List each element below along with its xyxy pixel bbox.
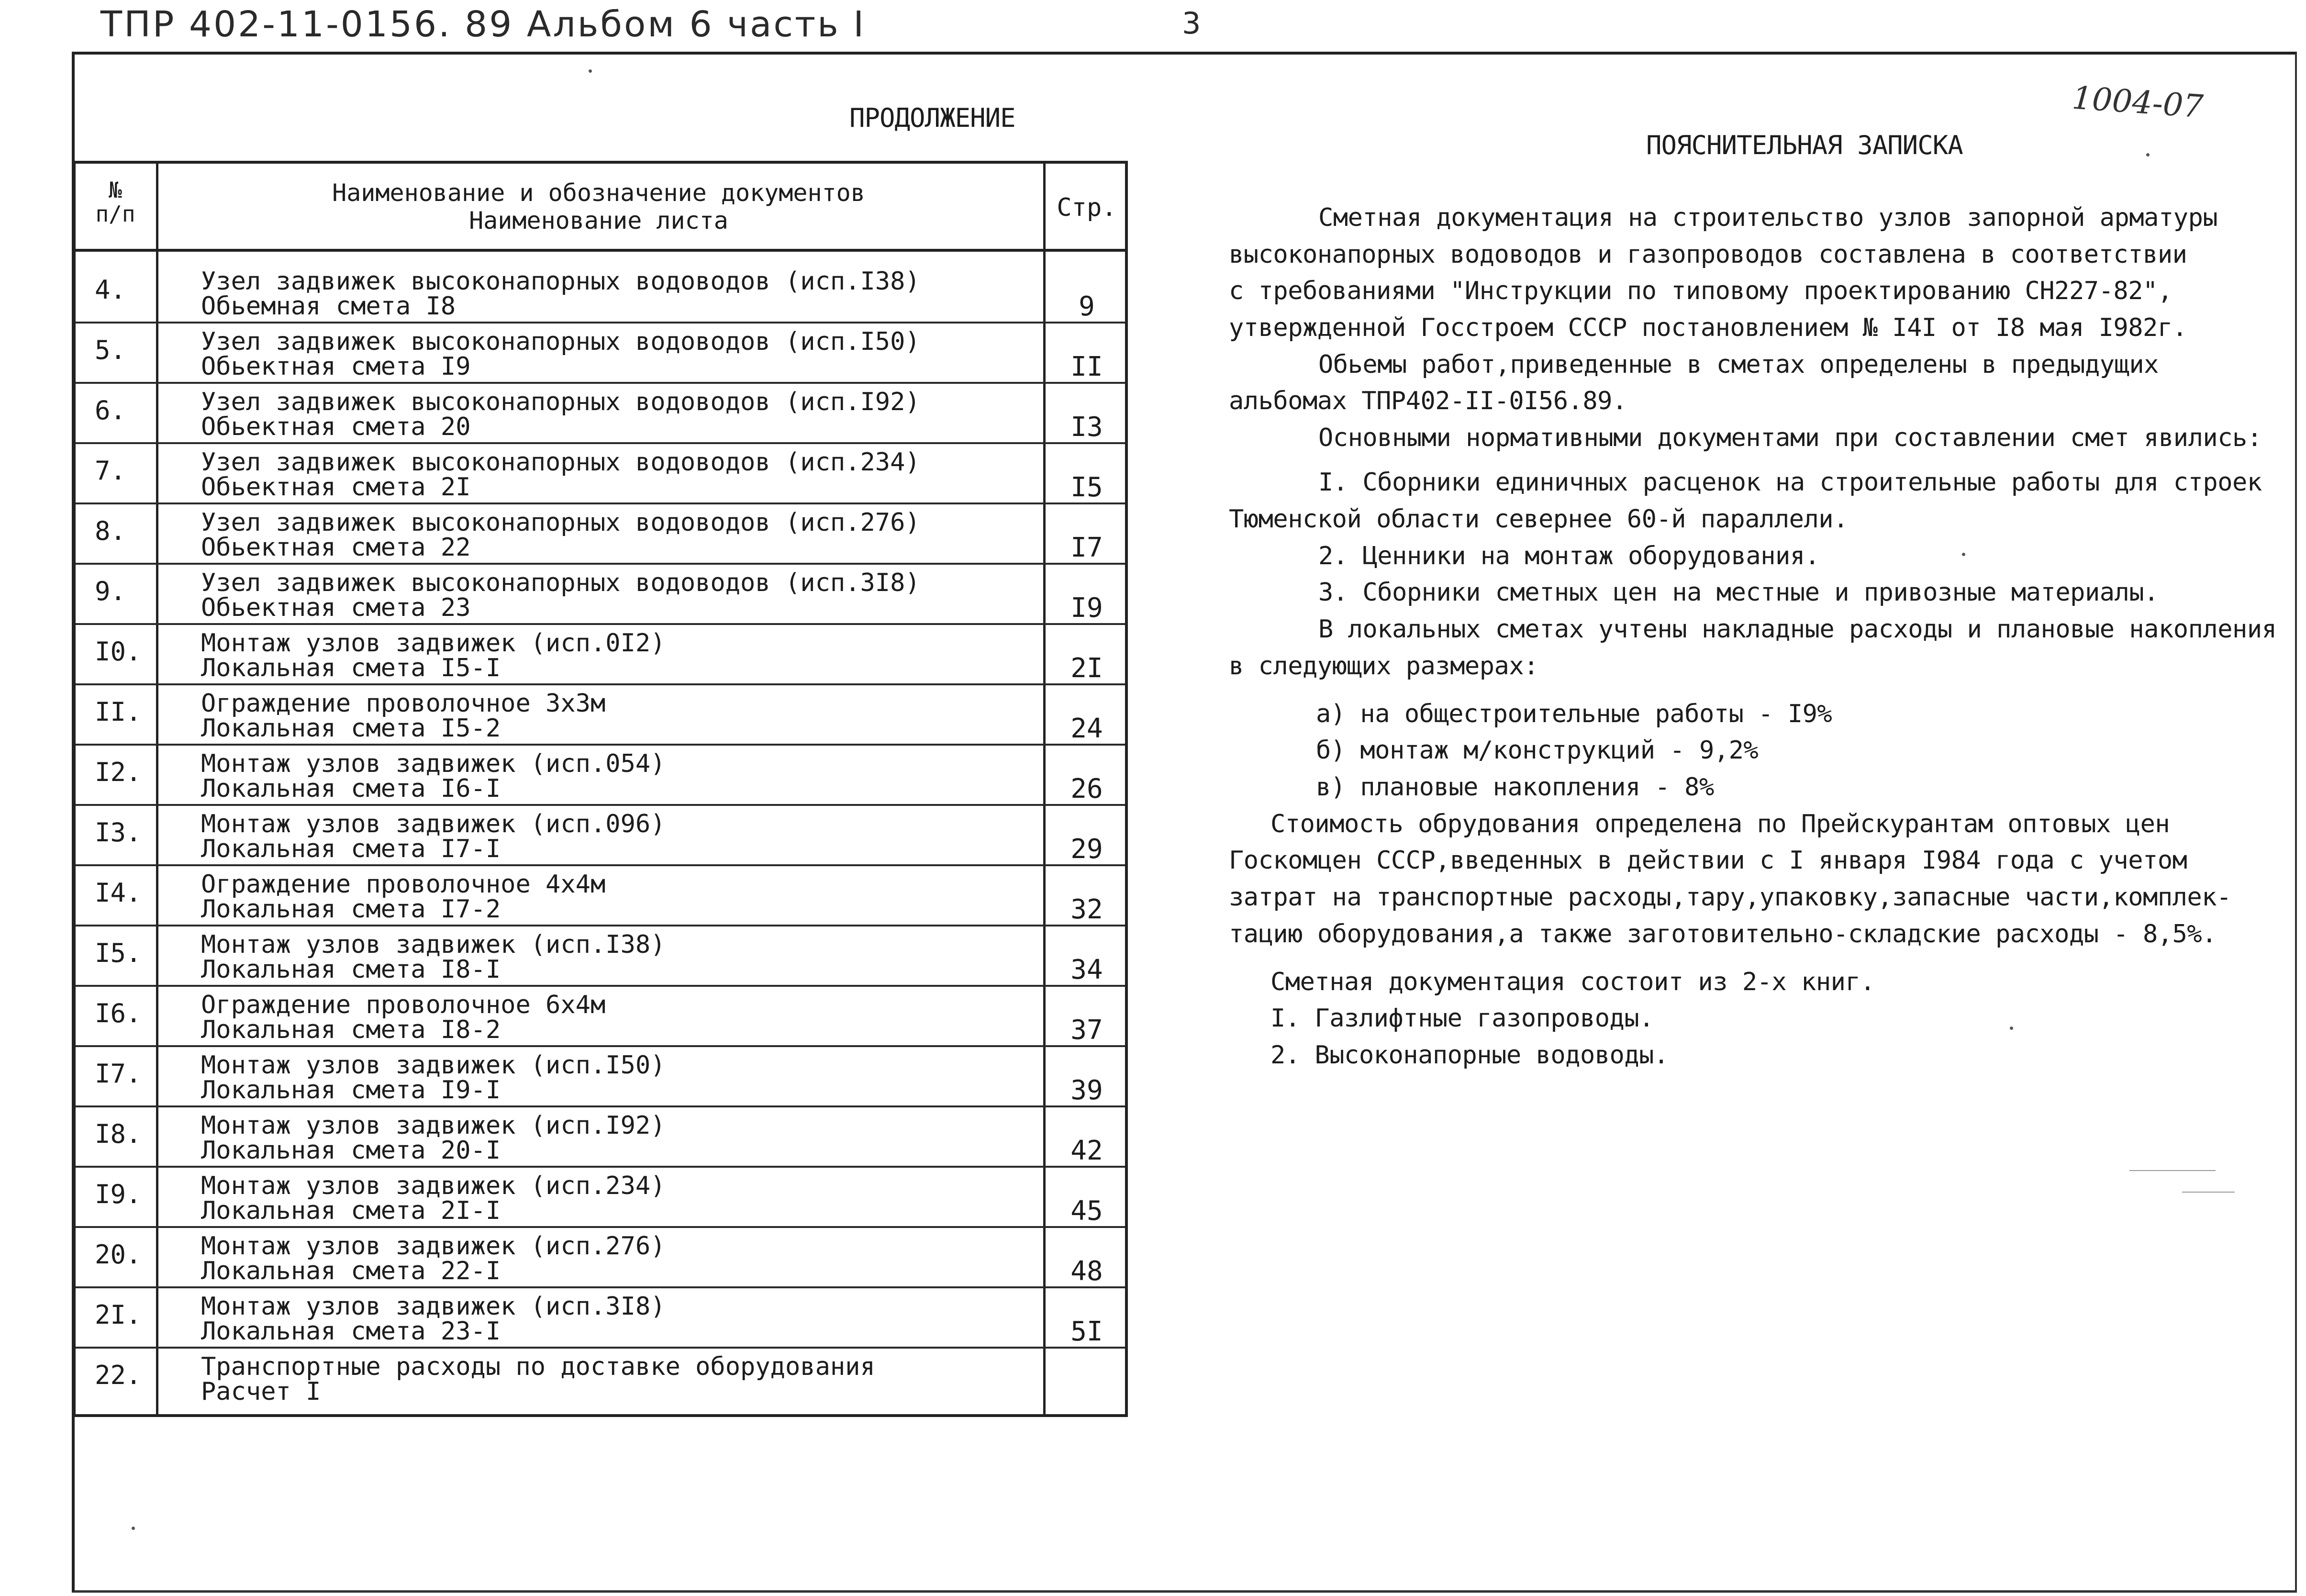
- table-row: [76, 384, 1125, 444]
- scan-smudge: [2129, 1170, 2216, 1171]
- document-title: Ограждение проволочное 3х3м: [201, 689, 606, 718]
- note-line: В локальных сметах учтены накладные расходы и плановые накопления: [1318, 615, 2277, 644]
- header-number-line-2: п/п: [95, 201, 135, 227]
- row-document-name: [201, 1354, 875, 1404]
- table-row: [76, 565, 1125, 625]
- table-row: [76, 685, 1125, 746]
- sheet-title: Локальная смета 23-I: [201, 1317, 501, 1346]
- row-number: 20.: [95, 1239, 142, 1270]
- document-title: Узел задвижек высоконапорных водоводов (исп.234): [201, 448, 920, 477]
- handwritten-code: 1004-07: [2071, 79, 2205, 125]
- document-title: Ограждение проволочное 4х4м: [201, 870, 606, 899]
- row-document-name: [201, 932, 666, 982]
- row-document-name: [201, 450, 920, 500]
- sheet-title: Локальная смета 20-I: [201, 1136, 501, 1165]
- header-number-line-1: №: [109, 177, 122, 203]
- note-line: 3. Сборники сметных цен на местные и привозные материалы.: [1318, 578, 2159, 607]
- row-number: 7.: [95, 456, 126, 486]
- table-row: [76, 1107, 1125, 1168]
- document-title: Монтаж узлов задвижек (исп.I50): [201, 1051, 666, 1080]
- table-row: [76, 263, 1125, 324]
- document-title: Монтаж узлов задвижек (исп.276): [201, 1232, 666, 1261]
- scan-speck: [132, 1527, 135, 1530]
- sheet-title: Локальная смета I8-2: [201, 1016, 501, 1044]
- row-document-name: [201, 390, 920, 439]
- row-page: 2I: [1070, 653, 1103, 684]
- document-code-header: ТПР 402-11-0156. 89 Альбом 6 часть I: [100, 4, 866, 45]
- sheet-title: Локальная смета I7-2: [201, 895, 501, 924]
- note-line: утвержденной Госстроем СССР постановлением № I4I от I8 мая I982г.: [1229, 313, 2187, 342]
- row-number: 9.: [95, 576, 126, 606]
- scan-speck: [1962, 553, 1965, 556]
- row-page: 32: [1070, 894, 1103, 925]
- row-number: I9.: [95, 1179, 142, 1209]
- row-document-name: [201, 1294, 666, 1344]
- header-name-line-1: Наименование и обозначение документов: [332, 179, 865, 207]
- table-row: [76, 866, 1125, 926]
- sheet-title: Локальная смета I6-I: [201, 774, 501, 803]
- document-title: Монтаж узлов задвижек (исп.I92): [201, 1111, 666, 1140]
- note-line: б) монтаж м/конструкций - 9,2%: [1316, 736, 1759, 765]
- row-number: 8.: [95, 516, 126, 546]
- document-title: Ограждение проволочное 6х4м: [201, 991, 606, 1019]
- header-document-name: [156, 179, 1041, 234]
- scan-speck: [2010, 1027, 2013, 1030]
- table-row: [76, 444, 1125, 504]
- note-line: Тюменской области севернее 60-й параллели.: [1229, 505, 1848, 534]
- row-page: 34: [1070, 954, 1103, 985]
- sheet-title: Локальная смета 2I-I: [201, 1196, 501, 1225]
- row-number: 4.: [95, 275, 126, 305]
- row-document-name: [201, 1113, 666, 1163]
- note-line: в следующих размерах:: [1229, 652, 1538, 681]
- row-number: I4.: [95, 878, 142, 908]
- note-line: а) на общестроительные работы - I9%: [1316, 700, 1832, 728]
- sheet-title: Локальная смета 22-I: [201, 1257, 501, 1285]
- explanatory-note-title: ПОЯСНИТЕЛЬНАЯ ЗАПИСКА: [1646, 130, 1963, 160]
- header-page: Стр.: [1057, 193, 1117, 222]
- row-document-name: [201, 570, 920, 620]
- row-page: I7: [1070, 532, 1103, 563]
- row-document-name: [201, 329, 920, 379]
- row-page: I9: [1070, 592, 1103, 624]
- row-number: I3.: [95, 817, 142, 848]
- document-title: Монтаж узлов задвижек (исп.096): [201, 810, 666, 838]
- row-page: 5I: [1070, 1316, 1103, 1347]
- note-line: Обьемы работ,приведенные в сметах определены в предыдущих: [1318, 350, 2159, 379]
- scan-smudge: [2182, 1192, 2235, 1193]
- sheet-title: Расчет I: [201, 1377, 321, 1406]
- continuation-title: ПРОДОЛЖЕНИЕ: [849, 103, 1015, 133]
- document-title: Монтаж узлов задвижек (исп.3I8): [201, 1292, 666, 1321]
- scan-speck: [589, 69, 592, 73]
- table-row: [76, 625, 1125, 685]
- row-number: I7.: [95, 1059, 142, 1089]
- sheet-title: Локальная смета I8-I: [201, 955, 501, 984]
- header-number: [79, 178, 151, 226]
- sheet-title: Обьемная смета I8: [201, 292, 456, 321]
- table-row: [76, 746, 1125, 806]
- row-number: I5.: [95, 938, 142, 968]
- sheet-title: Обьектная смета 20: [201, 413, 471, 441]
- row-document-name: [201, 872, 605, 922]
- sheet-title: Обьектная смета 2I: [201, 473, 471, 502]
- scan-speck: [2146, 153, 2150, 156]
- table-row: [76, 806, 1125, 866]
- row-document-name: [201, 1234, 666, 1283]
- note-line: альбомах ТПР402-II-0I56.89.: [1229, 387, 1627, 415]
- row-page: 48: [1070, 1256, 1103, 1287]
- document-title: Монтаж узлов задвижек (исп.0I2): [201, 629, 666, 658]
- row-document-name: [201, 812, 666, 861]
- table-row: [76, 1349, 1125, 1409]
- row-page: I5: [1070, 472, 1103, 503]
- note-line: 2. Высоконапорные водоводы.: [1270, 1041, 1669, 1070]
- row-document-name: [201, 510, 920, 560]
- row-page: 9: [1079, 291, 1095, 322]
- row-document-name: [201, 751, 666, 801]
- note-line: в) плановые накопления - 8%: [1316, 773, 1714, 802]
- document-title: Узел задвижек высоконапорных водоводов (исп.I92): [201, 388, 920, 416]
- note-line: Основными нормативными документами при составлении смет явились:: [1318, 424, 2262, 452]
- document-title: Узел задвижек высоконапорных водоводов (исп.3I8): [201, 569, 920, 597]
- sheet-title: Локальная смета I5-I: [201, 654, 501, 682]
- row-number: I8.: [95, 1119, 142, 1149]
- row-number: 6.: [95, 395, 126, 425]
- document-title: Монтаж узлов задвижек (исп.054): [201, 749, 666, 778]
- note-line: Госкомцен СССР,введенных в действии с I января I984 года с учетом: [1229, 846, 2187, 875]
- note-line: тацию оборудования,а также заготовительно-складские расходы - 8,5%.: [1229, 920, 2217, 949]
- row-page: 42: [1070, 1135, 1103, 1166]
- documents-table: [73, 161, 1128, 1417]
- page-number: 3: [1182, 6, 1201, 41]
- table-row: [76, 1047, 1125, 1107]
- row-number: II.: [95, 697, 142, 727]
- row-document-name: [201, 1053, 666, 1103]
- row-page: 26: [1070, 773, 1103, 804]
- row-page: 24: [1070, 713, 1103, 744]
- sheet-title: Обьектная смета 22: [201, 533, 471, 562]
- row-document-name: [201, 1173, 666, 1223]
- row-page: 29: [1070, 834, 1103, 865]
- table-row: [76, 1168, 1125, 1228]
- document-title: Узел задвижек высоконапорных водоводов (исп.I38): [201, 267, 920, 296]
- table-row: [76, 324, 1125, 384]
- sheet-title: Локальная смета I5-2: [201, 714, 501, 743]
- sheet-title: Локальная смета I9-I: [201, 1076, 501, 1105]
- table-row: [76, 987, 1125, 1047]
- row-page: I3: [1070, 412, 1103, 443]
- row-document-name: [201, 269, 920, 319]
- row-number: I0.: [95, 636, 142, 667]
- table-row: [76, 926, 1125, 987]
- row-page: II: [1070, 351, 1103, 382]
- note-line: Стоимость обрудования определена по Прейскурантам оптовых цен: [1270, 810, 2170, 838]
- document-title: Узел задвижек высоконапорных водоводов (исп.276): [201, 508, 920, 537]
- note-line: с требованиями "Инструкции по типовому проектированию СН227-82",: [1229, 277, 2172, 305]
- row-number: I2.: [95, 757, 142, 787]
- document-title: Монтаж узлов задвижек (исп.I38): [201, 930, 666, 959]
- header-name-line-2: Наименование листа: [469, 207, 728, 234]
- note-line: Сметная документация состоит из 2-х книг.: [1270, 968, 1875, 996]
- table-row: [76, 1228, 1125, 1288]
- row-number: I6.: [95, 998, 142, 1028]
- row-document-name: [201, 631, 666, 681]
- note-line: 2. Ценники на монтаж оборудования.: [1318, 542, 1820, 570]
- row-page: 39: [1070, 1075, 1103, 1106]
- table-row: [76, 1288, 1125, 1349]
- note-line: I. Сборники единичных расценок на строительные работы для строек: [1318, 468, 2262, 497]
- sheet-title: Обьектная смета 23: [201, 593, 471, 622]
- document-title: Транспортные расходы по доставке оборудования: [201, 1352, 875, 1381]
- note-line: I. Газлифтные газопроводы.: [1270, 1004, 1654, 1033]
- table-row: [76, 504, 1125, 565]
- row-number: 22.: [95, 1360, 142, 1390]
- sheet-title: Локальная смета I7-I: [201, 835, 501, 863]
- note-line: Сметная документация на строительство узлов запорной арматуры: [1318, 203, 2218, 232]
- note-line: высоконапорных водоводов и газопроводов составлена в соответствии: [1229, 240, 2187, 269]
- row-page: 45: [1070, 1195, 1103, 1227]
- document-title: Монтаж узлов задвижек (исп.234): [201, 1172, 666, 1200]
- document-title: Узел задвижек высоконапорных водоводов (исп.I50): [201, 327, 920, 356]
- row-number: 5.: [95, 335, 126, 365]
- note-line: затрат на транспортные расходы,тару,упаковку,запасные части,комплек-: [1229, 883, 2231, 912]
- sheet-title: Обьектная смета I9: [201, 352, 471, 381]
- row-document-name: [201, 993, 605, 1042]
- row-page: 37: [1070, 1015, 1103, 1046]
- row-document-name: [201, 691, 605, 741]
- row-number: 2I.: [95, 1300, 142, 1330]
- table-header-row: [76, 164, 1125, 252]
